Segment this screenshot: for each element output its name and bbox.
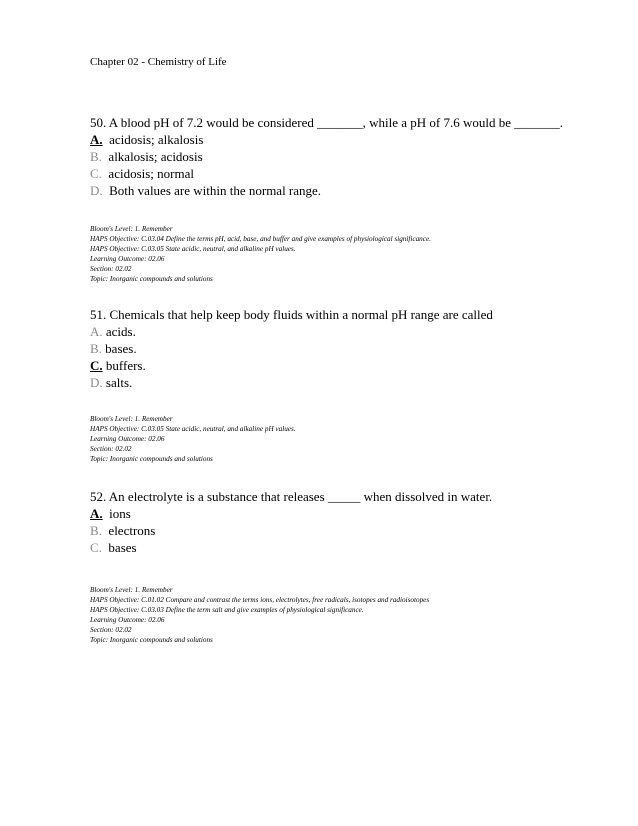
question-51-metadata xyxy=(90,414,550,464)
meta-line: Section: 02.02 xyxy=(90,445,132,453)
meta-line: Topic: Inorganic compounds and solutions xyxy=(90,636,213,644)
option-text: Both values are within the normal range. xyxy=(109,183,322,198)
option-b xyxy=(90,340,570,357)
question-50-metadata xyxy=(90,224,550,284)
option-text: bases. xyxy=(105,341,137,356)
question-52-metadata xyxy=(90,585,550,645)
option-letter: C. xyxy=(90,166,102,181)
meta-line: Learning Outcome: 02.06 xyxy=(90,255,165,263)
question-51 xyxy=(90,306,570,391)
option-letter: A. xyxy=(90,132,103,147)
option-a xyxy=(90,505,570,522)
meta-line: Topic: Inorganic compounds and solutions xyxy=(90,455,213,463)
question-stem: 51. Chemicals that help keep body fluids within a normal pH range are called xyxy=(90,307,493,322)
question-50 xyxy=(90,114,570,199)
option-text: buffers. xyxy=(105,358,146,373)
question-52 xyxy=(90,488,570,556)
question-stem: 52. An electrolyte is a substance that releases _____ when dissolved in water. xyxy=(90,489,493,504)
option-b xyxy=(90,522,570,539)
meta-line: Bloom's Level: 1. Remember xyxy=(90,415,173,423)
option-letter: B. xyxy=(90,341,102,356)
option-c xyxy=(90,539,570,556)
meta-line: Learning Outcome: 02.06 xyxy=(90,616,165,624)
option-letter: B. xyxy=(90,149,102,164)
option-a xyxy=(90,131,570,148)
option-text: electrons xyxy=(108,523,156,538)
option-letter: D. xyxy=(90,375,103,390)
option-text: alkalosis; acidosis xyxy=(108,149,203,164)
option-text: salts. xyxy=(105,375,133,390)
meta-line: Bloom's Level: 1. Remember xyxy=(90,225,173,233)
meta-line: HAPS Objective: C.03.04 Define the terms pH, acid, base, and buffer and give examples of physiological significance. xyxy=(90,235,431,243)
option-c xyxy=(90,165,570,182)
option-b xyxy=(90,148,570,165)
option-letter: B. xyxy=(90,523,102,538)
option-letter: D. xyxy=(90,183,103,198)
meta-line: HAPS Objective: C.03.05 State acidic, neutral, and alkaline pH values. xyxy=(90,245,296,253)
chapter-header: Chapter 02 - Chemistry of Life xyxy=(90,56,227,68)
option-a xyxy=(90,323,570,340)
option-c xyxy=(90,357,570,374)
option-letter: C. xyxy=(90,540,102,555)
meta-line: HAPS Objective: C.03.03 Define the term salt and give examples of physiological significance. xyxy=(90,606,364,614)
meta-line: Bloom's Level: 1. Remember xyxy=(90,586,173,594)
option-letter: A. xyxy=(90,324,103,339)
meta-line: Topic: Inorganic compounds and solutions xyxy=(90,275,213,283)
meta-line: Learning Outcome: 02.06 xyxy=(90,435,165,443)
meta-line: Section: 02.02 xyxy=(90,265,132,273)
meta-line: HAPS Objective: C.01.02 Compare and contrast the terms ions, electrolytes, free radicals, isotopes and radioisotopes xyxy=(90,596,430,604)
option-text: acidosis; alkalosis xyxy=(109,132,204,147)
option-d xyxy=(90,374,570,391)
meta-line: Section: 02.02 xyxy=(90,626,132,634)
option-letter: A. xyxy=(90,506,103,521)
option-text: acidosis; normal xyxy=(108,166,194,181)
option-text: acids. xyxy=(105,324,136,339)
option-letter: C. xyxy=(90,358,103,373)
option-text: ions xyxy=(109,506,131,521)
option-d xyxy=(90,182,570,199)
question-stem: 50. A blood pH of 7.2 would be considered _______, while a pH of 7.6 would be _______. xyxy=(90,115,564,130)
option-text: bases xyxy=(108,540,137,555)
meta-line: HAPS Objective: C.03.05 State acidic, neutral, and alkaline pH values. xyxy=(90,425,296,433)
